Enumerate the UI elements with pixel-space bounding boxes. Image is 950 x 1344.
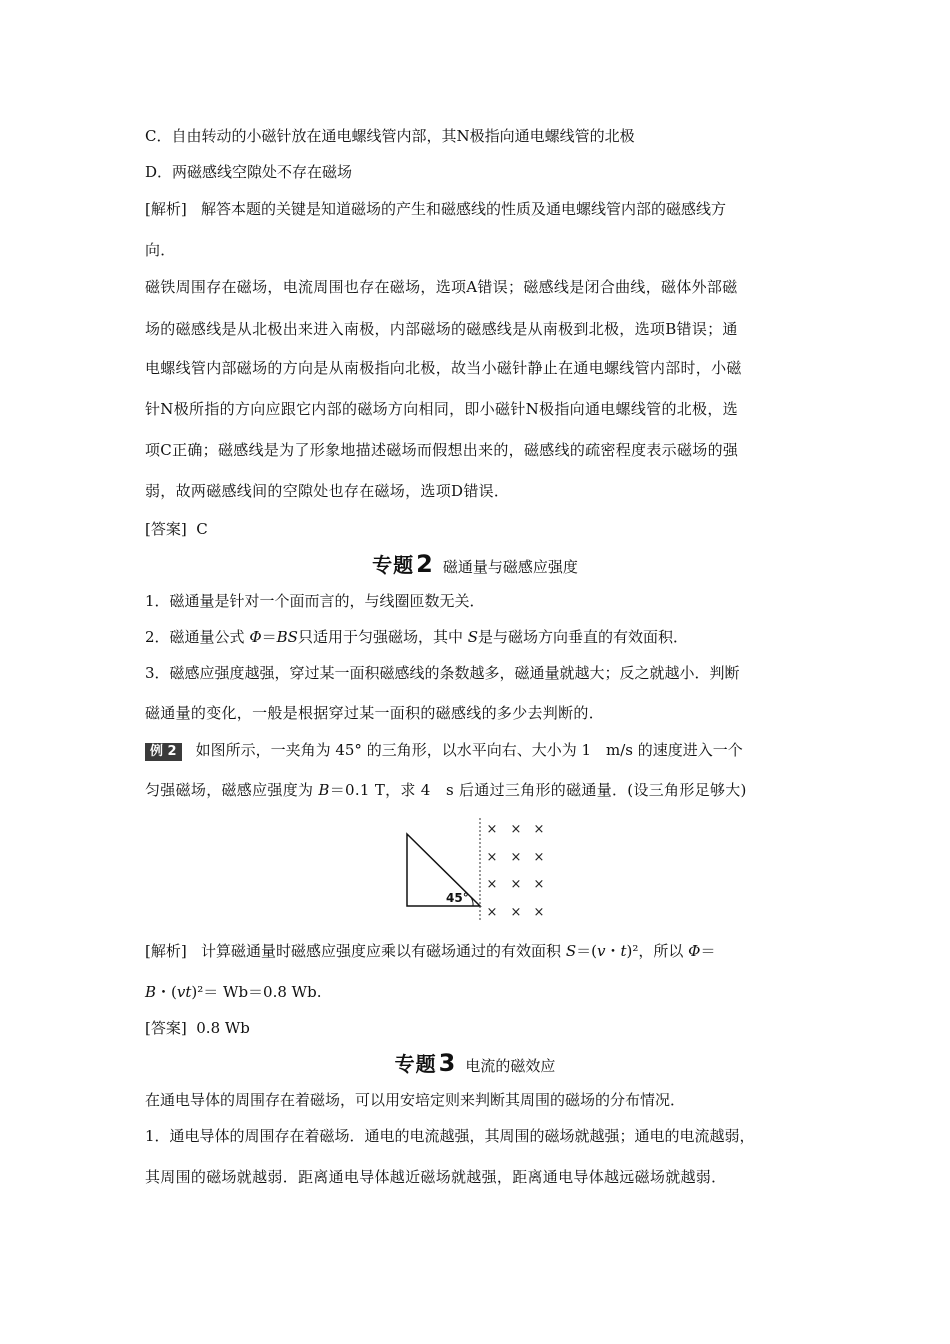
example-2-line-1 [145, 739, 743, 761]
topic-2-item-3-line-2: 磁通量的变化，一般是根据穿过某一面积的磁感线的多少去判断的． [145, 704, 605, 722]
formula-bs: BS [276, 628, 298, 646]
example-badge: 例 2 [145, 743, 182, 761]
analysis-1-line-2: 向． [145, 241, 176, 259]
analysis-1-line-5: 电螺线管内部磁场的方向是从南极指向北极，故当小磁针静止在通电螺线管内部时，小磁 [145, 359, 742, 377]
answer-label: [答案] [145, 520, 187, 538]
topic-2-item-3-line-1: 3．磁感应强度越强，穿过某一面积磁感线的条数越多，磁通量就越大；反之就越小．判断 [145, 664, 740, 682]
analysis-2-line-1 [145, 940, 715, 962]
example-text: 匀强磁场，磁感应强度为 [145, 781, 319, 799]
time-symbol: t [620, 942, 627, 960]
analysis-text: 计算磁通量时磁感应强度应乘以有磁场通过的有效面积 [201, 942, 566, 960]
example-text: ＝0.1 T，求 4 s 后通过三角形的磁通量．(设三角形足够大) [329, 781, 747, 799]
example-text: 如图所示，一夹角为 45° 的三角形，以水平向右、大小为 1 m/s 的速度进入一个 [195, 741, 743, 759]
field-cross: × [486, 822, 498, 837]
field-cross: × [533, 877, 545, 892]
analysis-text: 解答本题的关键是知道磁场的产生和磁感线的性质及通电螺线管内部的磁感线方 [201, 200, 727, 218]
answer-label: [答案] [145, 1019, 187, 1037]
answer-value: 0.8 Wb [196, 1019, 250, 1037]
field-cross: × [510, 905, 522, 920]
angle-label: 45° [446, 891, 469, 905]
topic-title: 电流的磁效应 [465, 1057, 556, 1075]
analysis-text: ＝ [700, 942, 716, 960]
field-cross: × [510, 850, 522, 865]
topic-3-heading [0, 1048, 950, 1081]
field-cross: × [510, 877, 522, 892]
topic-title: 磁通量与磁感应强度 [442, 558, 578, 576]
triangle-shape [407, 834, 480, 906]
velocity-time-symbol: vt [176, 983, 192, 1001]
topic-prefix: 专题 [394, 1052, 437, 1076]
field-cross: × [533, 850, 545, 865]
option-d: D．两磁感线空隙处不存在磁场 [145, 163, 353, 181]
analysis-text: )²＝ Wb＝0.8 Wb. [191, 983, 322, 1001]
answer-value: C [196, 520, 208, 538]
topic-3-item-1-line-1: 1．通电导体的周围存在着磁场．通电的电流越强，其周围的磁场就越强；通电的电流越弱， [145, 1127, 755, 1145]
analysis-text: )²，所以 [626, 942, 689, 960]
example-2-line-2 [145, 779, 747, 801]
item-text: 只适用于匀强磁场，其中 [297, 628, 468, 646]
analysis-1-line-4: 场的磁感线是从北极出来进入南极，内部磁场的磁感线是从南极到北极，选项B错误；通 [145, 320, 738, 338]
field-cross: × [486, 850, 498, 865]
answer-2 [145, 1017, 250, 1039]
topic-2-heading [0, 549, 950, 582]
topic-prefix: 专题 [372, 553, 415, 577]
flux-symbol: Φ [249, 628, 262, 646]
analysis-label: [解析] [145, 200, 187, 218]
analysis-text: ・( [156, 983, 177, 1001]
analysis-1-line-6: 针N极所指的方向应跟它内部的磁场方向相同，即小磁针N极指向通电螺线管的北极，选 [145, 400, 738, 418]
field-cross: × [533, 822, 545, 837]
analysis-1-line-3: 磁铁周围存在磁场，电流周围也存在磁场，选项A错误；磁感线是闭合曲线，磁体外部磁 [145, 278, 738, 296]
field-cross: × [486, 877, 498, 892]
topic-3-item-1-line-2: 其周围的磁场就越弱．距离通电导体越近磁场就越强，距离通电导体越远磁场就越弱． [145, 1168, 727, 1186]
answer-1 [145, 518, 208, 540]
area-symbol: S [565, 942, 577, 960]
topic-3-intro: 在通电导体的周围存在着磁场，可以用安培定则来判断其周围的磁场的分布情况． [145, 1091, 686, 1109]
topic-number: 3 [438, 1049, 456, 1077]
analysis-label: [解析] [145, 942, 187, 960]
topic-2-item-1: 1．磁通量是针对一个面而言的，与线圈匝数无关． [145, 592, 485, 610]
item-text: 是与磁场方向垂直的有效面积． [478, 628, 689, 646]
field-cross: × [510, 822, 522, 837]
field-symbol: B [145, 983, 157, 1001]
analysis-text: ・ [605, 942, 621, 960]
analysis-1-line-1 [145, 198, 726, 220]
item-text: 2．磁通量公式 [145, 628, 250, 646]
item-text: ＝ [261, 628, 277, 646]
option-c: C．自由转动的小磁针放在通电螺线管内部，其N极指向通电螺线管的北极 [145, 127, 635, 145]
velocity-symbol: v [596, 942, 606, 960]
topic-number: 2 [416, 550, 433, 578]
analysis-1-line-7: 项C正确；磁感线是为了形象地描述磁场而假想出来的，磁感线的疏密程度表示磁场的强 [145, 441, 739, 459]
analysis-text: ＝( [576, 942, 597, 960]
area-symbol: S [467, 628, 479, 646]
field-cross: × [486, 905, 498, 920]
flux-symbol: Φ [688, 942, 701, 960]
field-cross-marks [487, 822, 545, 920]
triangle-magnetic-field-figure [400, 818, 560, 920]
field-symbol: B [318, 781, 330, 799]
analysis-2-line-2 [145, 981, 321, 1003]
field-cross: × [533, 905, 545, 920]
analysis-1-line-8: 弱，故两磁感线间的空隙处也存在磁场，选项D错误． [145, 482, 510, 500]
topic-2-item-2 [145, 626, 688, 648]
